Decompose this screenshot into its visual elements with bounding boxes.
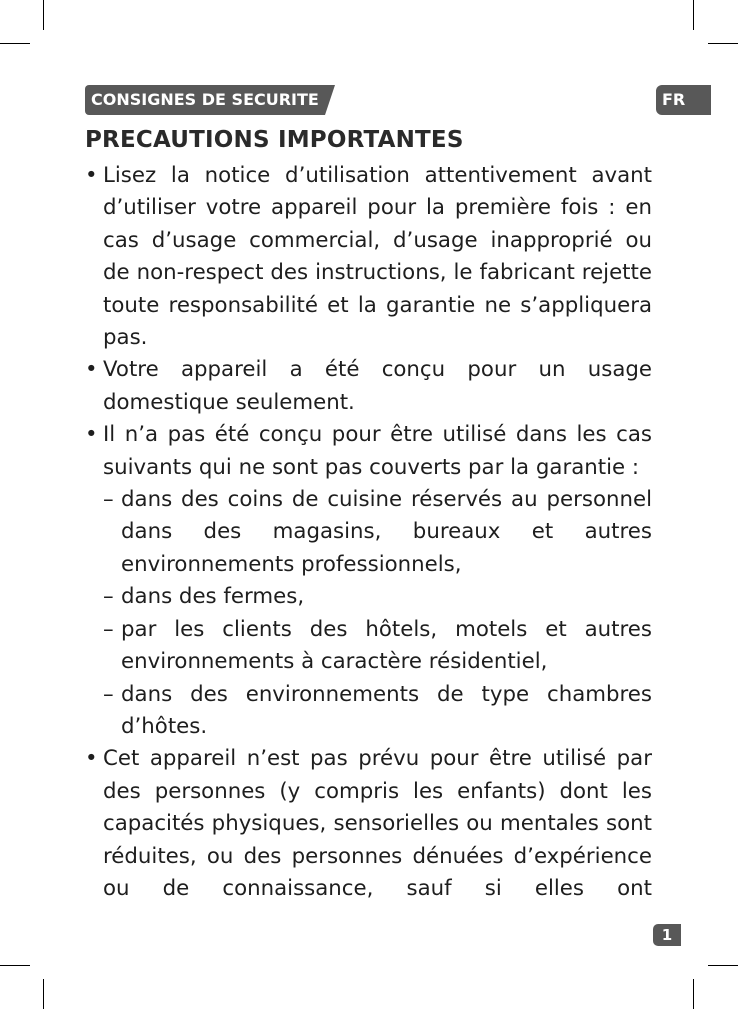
language-badge: FR — [656, 85, 711, 115]
crop-mark — [0, 965, 30, 966]
bullet-icon: • — [85, 746, 98, 772]
list-item-text: dans des fermes, — [121, 584, 305, 610]
crop-mark — [43, 979, 44, 1009]
bullet-icon: • — [85, 422, 98, 448]
bullet-paragraph — [85, 354, 652, 419]
page-title: PRECAUTIONS IMPORTANTES — [85, 127, 464, 153]
crop-mark — [708, 43, 738, 44]
crop-mark — [43, 0, 44, 30]
dash-list-item — [85, 614, 652, 679]
dash-list-item — [85, 581, 652, 613]
dash-list-item — [85, 679, 652, 744]
instructions-body — [85, 160, 652, 905]
paragraph-text: Votre appareil a été conçu pour un usage domestique seulement. — [103, 357, 652, 415]
list-item-text: par les clients des hôtels, motels et autres environnements à caractère résidentiel, — [121, 616, 652, 675]
paragraph-text: Lisez la notice d’utilisation attentivement avant d’utiliser votre appareil pour la première fois : en cas d’usage commercial, d’usage inapproprié ou de non-respect des instructions, le fabricant rejette toute responsabilité et la garantie ne s’appliquera pas. — [103, 163, 652, 351]
dash-list-item — [85, 484, 652, 581]
dash-icon: – — [103, 616, 114, 642]
list-item-text: dans des environnements de type chambres d’hôtes. — [121, 681, 652, 739]
page-number: 1 — [653, 924, 681, 946]
paragraph-text: Cet appareil n’est pas prévu pour être utilisé par des personnes (y compris les enfants) dont les capacités physiques, sensorielles ou mentales sont réduites, ou des personnes dénuées d’expérience ou de connaissance, sauf si elles ont — [103, 746, 652, 901]
dash-icon: – — [103, 584, 114, 610]
crop-mark — [693, 979, 694, 1009]
crop-mark — [693, 0, 694, 30]
crop-mark — [708, 965, 738, 966]
bullet-paragraph — [85, 160, 652, 354]
bullet-paragraph — [85, 743, 652, 905]
bullet-paragraph — [85, 419, 652, 484]
crop-mark — [0, 43, 30, 44]
paragraph-text: Il n’a pas été conçu pour être utilisé dans les cas suivants qui ne sont pas couverts par la garantie : — [103, 422, 652, 480]
bullet-icon: • — [85, 163, 98, 188]
dash-icon: – — [103, 487, 114, 513]
section-header-tab: CONSIGNES DE SECURITE — [85, 85, 325, 115]
bullet-icon: • — [85, 357, 98, 383]
list-item-text: dans des coins de cuisine réservés au personnel dans des magasins, bureaux et autres environnements professionnels, — [121, 487, 652, 577]
dash-icon: – — [103, 681, 114, 707]
